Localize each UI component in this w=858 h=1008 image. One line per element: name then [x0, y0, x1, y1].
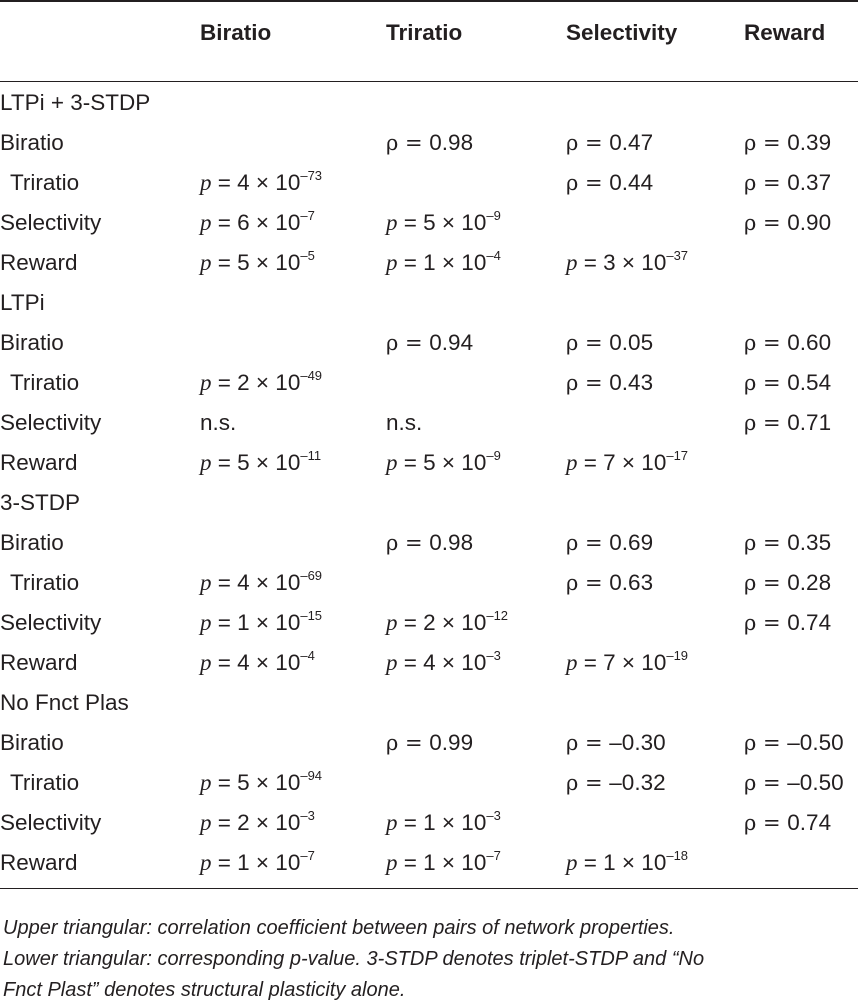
p-exponent: –17: [666, 447, 689, 463]
p-symbol: p: [200, 810, 212, 835]
rho-symbol: ρ =: [566, 331, 610, 355]
p-symbol: p: [200, 650, 212, 675]
rho-value: 0.37: [787, 170, 832, 195]
p-mantissa: 5 × 10: [423, 450, 487, 475]
equals-sign: =: [211, 370, 238, 395]
table-cell: [200, 443, 386, 483]
table-row: [0, 763, 858, 803]
table-cell: [386, 803, 566, 843]
table-cell: [566, 323, 744, 363]
p-mantissa: 1 × 10: [237, 610, 301, 635]
p-exponent: –3: [486, 807, 501, 823]
table-cell: [744, 243, 858, 283]
rho-symbol: ρ =: [744, 811, 788, 835]
table-row: [0, 163, 858, 203]
table-cell: [386, 363, 566, 403]
table-cell: [200, 763, 386, 803]
table-row: [0, 523, 858, 563]
p-symbol: p: [200, 370, 212, 395]
table-cell: [566, 363, 744, 403]
table-cell: [386, 243, 566, 283]
p-symbol: p: [200, 250, 212, 275]
p-symbol: p: [200, 170, 212, 195]
p-mantissa: 2 × 10: [237, 810, 301, 835]
table-cell: [744, 443, 858, 483]
rho-value: 0.71: [787, 410, 832, 435]
p-mantissa: 1 × 10: [423, 250, 487, 275]
p-exponent: –69: [300, 567, 323, 583]
p-mantissa: 2 × 10: [237, 370, 301, 395]
row-label: Triratio: [10, 170, 80, 195]
table-cell: [566, 643, 744, 683]
table-cell: [386, 523, 566, 563]
header-selectivity: Selectivity: [566, 19, 678, 45]
row-label: Reward: [0, 250, 78, 275]
rho-symbol: ρ =: [744, 211, 788, 235]
table-cell: [566, 123, 744, 163]
equals-sign: =: [577, 650, 604, 675]
equals-sign: =: [397, 650, 424, 675]
table-cell: [200, 563, 386, 603]
p-mantissa: 1 × 10: [423, 810, 487, 835]
p-exponent: –3: [300, 807, 315, 823]
equals-sign: =: [577, 850, 604, 875]
p-exponent: –11: [300, 447, 322, 463]
table-cell: [744, 163, 858, 203]
p-exponent: –3: [486, 647, 501, 663]
table-cell: [386, 763, 566, 803]
equals-sign: =: [397, 450, 424, 475]
table-cell: [386, 163, 566, 203]
table-cell: [200, 363, 386, 403]
table-cell: [200, 723, 386, 763]
p-exponent: –4: [486, 247, 501, 263]
table-row: [0, 643, 858, 683]
row-label: Biratio: [0, 730, 64, 755]
rho-symbol: ρ =: [744, 131, 788, 155]
table-cell: [200, 643, 386, 683]
p-symbol: p: [200, 850, 212, 875]
table-row: [0, 243, 858, 283]
rho-value: 0.90: [787, 210, 832, 235]
table-row: [0, 443, 858, 483]
rho-value: 0.74: [787, 810, 832, 835]
table-cell: [566, 763, 744, 803]
p-mantissa: 5 × 10: [423, 210, 487, 235]
table-cell: [744, 603, 858, 643]
header-corner: [0, 0, 200, 63]
p-exponent: –5: [300, 247, 315, 263]
rho-value: 0.05: [609, 330, 654, 355]
table-row: [0, 323, 858, 363]
p-symbol: p: [566, 450, 578, 475]
table-row: [0, 803, 858, 843]
table-row: [0, 203, 858, 243]
table-cell: [386, 723, 566, 763]
p-symbol: p: [386, 810, 398, 835]
table-row: [0, 123, 858, 163]
group-row: [0, 283, 858, 323]
p-symbol: p: [386, 650, 398, 675]
p-mantissa: 7 × 10: [603, 650, 667, 675]
rho-symbol: ρ =: [744, 771, 788, 795]
rho-symbol: ρ =: [744, 731, 788, 755]
p-symbol: p: [200, 770, 212, 795]
row-label: Selectivity: [0, 610, 102, 635]
table-row: [0, 563, 858, 603]
p-mantissa: 4 × 10: [423, 650, 487, 675]
row-label: Selectivity: [0, 210, 102, 235]
p-symbol: p: [566, 650, 578, 675]
table-cell: [566, 443, 744, 483]
table-cell: [200, 843, 386, 883]
equals-sign: =: [211, 450, 238, 475]
equals-sign: =: [397, 610, 424, 635]
row-label: Biratio: [0, 130, 64, 155]
rho-symbol: ρ =: [386, 531, 430, 555]
equals-sign: =: [211, 250, 238, 275]
rho-symbol: ρ =: [744, 531, 788, 555]
equals-sign: =: [211, 650, 238, 675]
rho-symbol: ρ =: [744, 171, 788, 195]
p-mantissa: 1 × 10: [603, 850, 667, 875]
group-row: [0, 683, 858, 723]
rho-symbol: ρ =: [566, 571, 610, 595]
table-cell: [744, 843, 858, 883]
table-cell: [566, 803, 744, 843]
equals-sign: =: [211, 210, 238, 235]
table-row: [0, 723, 858, 763]
rho-symbol: ρ =: [386, 331, 430, 355]
row-label: Triratio: [10, 770, 80, 795]
p-symbol: p: [386, 250, 398, 275]
table-cell: [386, 563, 566, 603]
p-mantissa: 1 × 10: [237, 850, 301, 875]
table-cell: [386, 123, 566, 163]
rho-symbol: ρ =: [744, 571, 788, 595]
p-symbol: p: [200, 450, 212, 475]
table-row: [0, 603, 858, 643]
equals-sign: =: [211, 170, 238, 195]
rho-value: 0.54: [787, 370, 832, 395]
group-label: No Fnct Plas: [0, 690, 129, 715]
row-label: Reward: [0, 450, 78, 475]
table-cell: [744, 123, 858, 163]
equals-sign: =: [211, 850, 238, 875]
header-biratio: Biratio: [200, 19, 272, 45]
rho-symbol: ρ =: [744, 411, 788, 435]
rho-value: 0.98: [429, 130, 474, 155]
table-cell: [744, 803, 858, 843]
table-cell: [744, 403, 858, 443]
equals-sign: =: [211, 810, 238, 835]
table-cell: [200, 523, 386, 563]
rho-value: 0.44: [609, 170, 654, 195]
p-symbol: p: [386, 610, 398, 635]
p-symbol: p: [566, 850, 578, 875]
rho-symbol: ρ =: [744, 371, 788, 395]
rho-value: 0.74: [787, 610, 832, 635]
caption-line: Upper triangular: correlation coefficient between pairs of network properties.: [3, 917, 675, 939]
rho-value: 0.35: [787, 530, 832, 555]
table-cell: [200, 163, 386, 203]
rho-value: –0.50: [787, 770, 844, 795]
p-symbol: p: [386, 210, 398, 235]
table-cell: n.s.: [200, 410, 237, 435]
rho-value: 0.94: [429, 330, 474, 355]
table-cell: [386, 603, 566, 643]
table-cell: [744, 643, 858, 683]
rho-symbol: ρ =: [566, 371, 610, 395]
equals-sign: =: [397, 250, 424, 275]
rho-value: 0.47: [609, 130, 654, 155]
equals-sign: =: [577, 250, 604, 275]
group-row: [0, 83, 858, 123]
p-exponent: –37: [666, 247, 689, 263]
group-label: 3-STDP: [0, 490, 81, 515]
table-caption: [3, 913, 853, 1006]
table-cell: [566, 563, 744, 603]
header-triratio: Triratio: [386, 19, 463, 45]
table-cell: [200, 243, 386, 283]
rho-value: 0.99: [429, 730, 474, 755]
p-exponent: –7: [300, 847, 315, 863]
equals-sign: =: [397, 210, 424, 235]
table-cell: [566, 603, 744, 643]
p-mantissa: 3 × 10: [603, 250, 667, 275]
row-label: Reward: [0, 650, 78, 675]
table-cell: [566, 163, 744, 203]
rho-value: 0.63: [609, 570, 654, 595]
rho-value: 0.43: [609, 370, 654, 395]
p-exponent: –7: [300, 207, 315, 223]
equals-sign: =: [397, 810, 424, 835]
p-mantissa: 4 × 10: [237, 650, 301, 675]
row-label: Triratio: [10, 370, 80, 395]
rho-value: –0.32: [609, 770, 666, 795]
p-mantissa: 5 × 10: [237, 450, 301, 475]
group-row: [0, 483, 858, 523]
rho-value: 0.28: [787, 570, 832, 595]
header-reward: Reward: [744, 19, 826, 45]
p-exponent: –94: [300, 767, 323, 783]
table-cell: [566, 843, 744, 883]
rho-symbol: ρ =: [386, 131, 430, 155]
p-exponent: –12: [486, 607, 509, 623]
table-cell: [566, 523, 744, 563]
table-cell: [744, 723, 858, 763]
p-exponent: –73: [300, 167, 323, 183]
p-exponent: –15: [300, 607, 323, 623]
table-row: [0, 363, 858, 403]
table-cell: [744, 563, 858, 603]
table-cell: [744, 363, 858, 403]
table-cell: [386, 643, 566, 683]
rho-symbol: ρ =: [386, 731, 430, 755]
rho-value: 0.39: [787, 130, 832, 155]
equals-sign: =: [577, 450, 604, 475]
table-cell: [566, 243, 744, 283]
table-cell: [744, 523, 858, 563]
table-cell: [386, 203, 566, 243]
p-symbol: p: [566, 250, 578, 275]
table-body: [0, 63, 858, 883]
p-exponent: –7: [486, 847, 501, 863]
table-cell: [744, 323, 858, 363]
row-label: Selectivity: [0, 810, 102, 835]
table-cell: [200, 323, 386, 363]
p-exponent: –18: [666, 847, 689, 863]
rho-value: –0.50: [787, 730, 844, 755]
table-cell: [744, 203, 858, 243]
row-label: Selectivity: [0, 410, 102, 435]
rho-value: 0.98: [429, 530, 474, 555]
row-label: Triratio: [10, 570, 80, 595]
caption-line: Lower triangular: corresponding p-value. 3-STDP denotes triplet-STDP and “No: [3, 948, 705, 970]
p-mantissa: 4 × 10: [237, 170, 301, 195]
caption-line: Fnct Plast” denotes structural plasticity alone.: [3, 979, 406, 1001]
table-cell: [566, 723, 744, 763]
p-exponent: –19: [666, 647, 689, 663]
p-symbol: p: [200, 610, 212, 635]
p-symbol: p: [386, 850, 398, 875]
p-symbol: p: [386, 450, 398, 475]
p-mantissa: 5 × 10: [237, 770, 301, 795]
table-cell: [386, 323, 566, 363]
row-label: Biratio: [0, 530, 64, 555]
p-mantissa: 4 × 10: [237, 570, 301, 595]
rho-symbol: ρ =: [566, 171, 610, 195]
p-exponent: –4: [300, 647, 315, 663]
table-row: [0, 403, 858, 443]
rho-symbol: ρ =: [744, 611, 788, 635]
equals-sign: =: [211, 610, 238, 635]
p-exponent: –9: [486, 207, 501, 223]
group-label: LTPi: [0, 290, 45, 315]
p-exponent: –9: [486, 447, 501, 463]
rho-value: 0.60: [787, 330, 832, 355]
rho-value: 0.69: [609, 530, 654, 555]
rho-symbol: ρ =: [566, 131, 610, 155]
equals-sign: =: [397, 850, 424, 875]
p-mantissa: 5 × 10: [237, 250, 301, 275]
p-symbol: p: [200, 210, 212, 235]
table-cell: [200, 203, 386, 243]
table-cell: [386, 843, 566, 883]
rho-symbol: ρ =: [566, 771, 610, 795]
table-cell: [744, 763, 858, 803]
table-header-row: [0, 0, 858, 63]
rho-value: –0.30: [609, 730, 666, 755]
p-exponent: –49: [300, 367, 323, 383]
rho-symbol: ρ =: [566, 531, 610, 555]
rho-symbol: ρ =: [744, 331, 788, 355]
table-cell: [566, 403, 744, 443]
equals-sign: =: [211, 570, 238, 595]
p-mantissa: 1 × 10: [423, 850, 487, 875]
p-mantissa: 6 × 10: [237, 210, 301, 235]
table-cell: [200, 603, 386, 643]
p-symbol: p: [200, 570, 212, 595]
p-mantissa: 7 × 10: [603, 450, 667, 475]
equals-sign: =: [211, 770, 238, 795]
group-label: LTPi + 3-STDP: [0, 90, 151, 115]
table-cell: [386, 443, 566, 483]
table-spacer: [0, 63, 858, 83]
table-cell: [566, 203, 744, 243]
table-cell: [200, 803, 386, 843]
table-cell: [200, 123, 386, 163]
row-label: Biratio: [0, 330, 64, 355]
p-mantissa: 2 × 10: [423, 610, 487, 635]
rho-symbol: ρ =: [566, 731, 610, 755]
table-row: [0, 843, 858, 883]
table-bottom-rule: [0, 888, 858, 889]
row-label: Reward: [0, 850, 78, 875]
table-cell: n.s.: [386, 410, 423, 435]
